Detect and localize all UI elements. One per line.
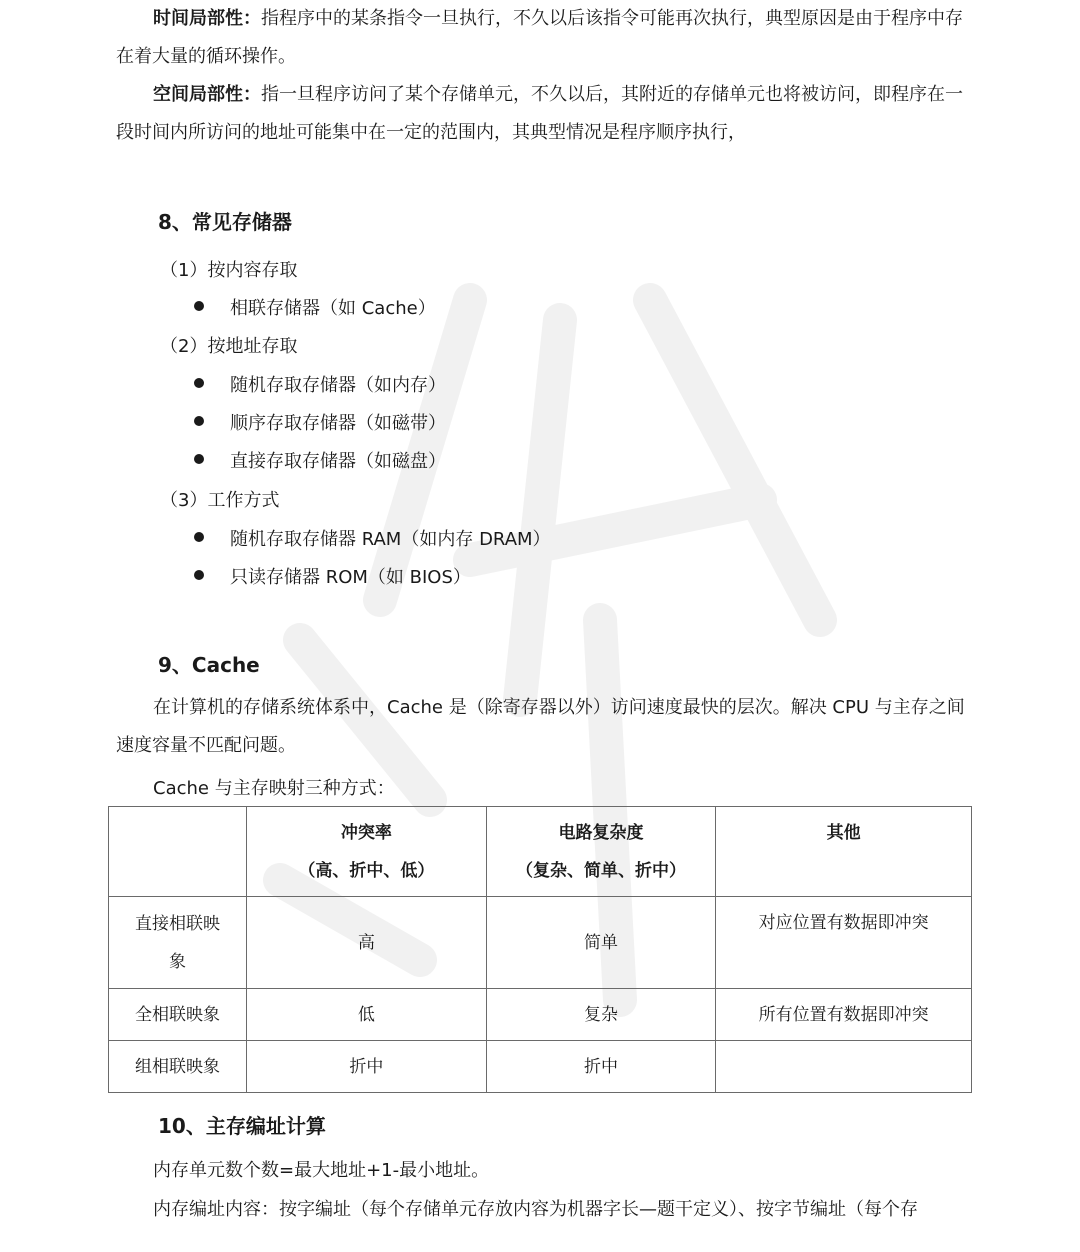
table-row xyxy=(109,897,972,989)
group3-label: （3）工作方式 xyxy=(160,490,280,511)
group2-label: （2）按地址存取 xyxy=(160,336,298,357)
row-other: 所有位置有数据即冲突 xyxy=(716,989,972,1041)
table-header-cell xyxy=(486,807,716,897)
table-header-cell xyxy=(109,807,247,897)
temporal-locality-text: 指程序中的某条指令一旦执行，不久以后该指令可能再次执行，典型原因是由于程序中存在着大量的循环操作。 xyxy=(116,8,963,67)
row-conflict: 高 xyxy=(246,897,486,989)
header-other: 其他 xyxy=(826,823,861,843)
temporal-locality-paragraph xyxy=(116,0,966,76)
row-conflict: 低 xyxy=(246,989,486,1041)
bullet-dot xyxy=(194,570,204,580)
row-complexity: 折中 xyxy=(486,1041,716,1093)
bullet-dot xyxy=(194,532,204,542)
row-conflict: 折中 xyxy=(246,1041,486,1093)
row-name: 组相联映象 xyxy=(109,1041,247,1093)
row-name: 直接相联映象 xyxy=(134,913,220,972)
table-row xyxy=(109,989,972,1041)
spatial-locality-paragraph xyxy=(116,76,966,152)
table-header-cell xyxy=(716,807,972,897)
addressing-content-line: 内存编址内容：按字编址（每个存储单元存放内容为机器字长—题干定义）、按字节编址（每个存 xyxy=(153,1199,918,1220)
row-complexity: 简单 xyxy=(486,897,716,989)
group3-item1: 随机存取存储器 RAM（如内存 DRAM） xyxy=(230,529,551,550)
row-other: 对应位置有数据即冲突 xyxy=(716,897,972,989)
row-other xyxy=(716,1041,972,1093)
bullet-dot xyxy=(194,416,204,426)
group3-item2: 只读存储器 ROM（如 BIOS） xyxy=(230,567,471,588)
cache-mapping-table xyxy=(108,806,972,1093)
header-complexity-sub: （复杂、简单、折中） xyxy=(516,861,687,881)
row-complexity: 复杂 xyxy=(486,989,716,1041)
table-header-cell xyxy=(246,807,486,897)
spatial-locality-term: 空间局部性： xyxy=(153,84,261,105)
group1-label: （1）按内容存取 xyxy=(160,260,298,281)
mapping-caption: Cache 与主存映射三种方式： xyxy=(153,778,395,799)
section10-title: 10、主存编址计算 xyxy=(158,1114,326,1138)
header-conflict: 冲突率 xyxy=(340,823,392,843)
header-complexity: 电路复杂度 xyxy=(558,823,644,843)
group2-item1: 随机存取存储器（如内存） xyxy=(230,375,446,396)
row-name-cell xyxy=(109,897,247,989)
spatial-locality-text: 指一旦程序访问了某个存储单元，不久以后，其附近的存储单元也将被访问，即程序在一段时间内所访问的地址可能集中在一定的范围内，其典型情况是程序顺序执行， xyxy=(116,84,963,143)
table-row xyxy=(109,1041,972,1093)
bullet-dot xyxy=(194,454,204,464)
group1-item1: 相联存储器（如 Cache） xyxy=(230,298,436,319)
group2-item2: 顺序存取存储器（如磁带） xyxy=(230,413,446,434)
table-header-row xyxy=(109,807,972,897)
header-conflict-sub: （高、折中、低） xyxy=(298,861,435,881)
row-name: 全相联映象 xyxy=(109,989,247,1041)
temporal-locality-term: 时间局部性： xyxy=(153,8,261,29)
formula-line: 内存单元数个数=最大地址+1-最小地址。 xyxy=(153,1160,490,1181)
bullet-dot xyxy=(194,301,204,311)
group2-item3: 直接存取存储器（如磁盘） xyxy=(230,451,446,472)
bullet-dot xyxy=(194,378,204,388)
section8-title: 8、常见存储器 xyxy=(158,210,292,234)
cache-intro-paragraph: 在计算机的存储系统体系中，Cache 是（除寄存器以外）访问速度最快的层次。解决 CPU 与主存之间速度容量不匹配问题。 xyxy=(116,697,965,756)
section9-title: 9、Cache xyxy=(158,653,260,677)
